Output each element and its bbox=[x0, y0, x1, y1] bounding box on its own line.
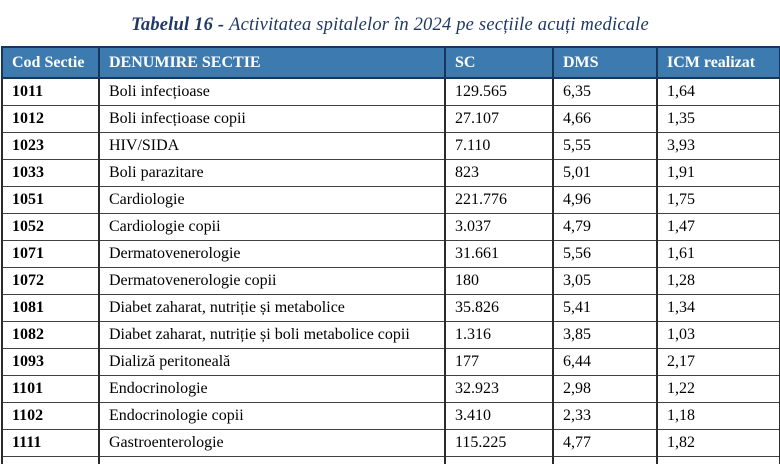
column-header-dms: DMS bbox=[553, 47, 657, 78]
cell-denumire-sectie: Boli infecțioase bbox=[99, 78, 445, 105]
cell-icm: 1,18 bbox=[657, 402, 780, 429]
cell-icm: 1,82 bbox=[657, 429, 780, 456]
cell-denumire-sectie: Diabet zaharat, nutriție și metabolice bbox=[99, 294, 445, 321]
column-header-denumire-sectie: DENUMIRE SECTIE bbox=[99, 47, 445, 78]
cell-cod-sectie: 1082 bbox=[2, 321, 99, 348]
cell-dms: 4,96 bbox=[553, 186, 657, 213]
cell-sc: 3.037 bbox=[445, 213, 553, 240]
table-row bbox=[2, 159, 780, 186]
cell-dms: 4,79 bbox=[553, 213, 657, 240]
cell-dms: 6,35 bbox=[553, 78, 657, 105]
cell-icm: 1,64 bbox=[657, 78, 780, 105]
table-body bbox=[2, 78, 780, 464]
table-title bbox=[131, 15, 649, 36]
cell-denumire-sectie: Dermatovenerologie copii bbox=[99, 267, 445, 294]
cell-sc: 221.776 bbox=[445, 186, 553, 213]
cell-denumire-sectie: Boli infecțioase copii bbox=[99, 105, 445, 132]
cell-sc: 35.826 bbox=[445, 294, 553, 321]
cell-cod-sectie: 1012 bbox=[2, 105, 99, 132]
cell-icm: 1,61 bbox=[657, 240, 780, 267]
table-row bbox=[2, 429, 780, 456]
cell-icm: 1,47 bbox=[657, 213, 780, 240]
cell-cod-sectie: 1081 bbox=[2, 294, 99, 321]
cell-icm: 1,35 bbox=[657, 105, 780, 132]
table-row bbox=[2, 375, 780, 402]
table-row bbox=[2, 267, 780, 294]
table-title-text: Activitatea spitalelor în 2024 pe secțiile acuți medicale bbox=[229, 14, 649, 35]
table-row-partial bbox=[2, 456, 780, 464]
cell-cod-sectie: 1051 bbox=[2, 186, 99, 213]
table-title-prefix: Tabelul 16 - bbox=[131, 14, 230, 35]
cell-cod-sectie: 1093 bbox=[2, 348, 99, 375]
cell-denumire-sectie: Diabet zaharat, nutriție și boli metabolice copii bbox=[99, 321, 445, 348]
cell-icm bbox=[657, 456, 780, 464]
cell-cod-sectie: 1071 bbox=[2, 240, 99, 267]
table-row bbox=[2, 78, 780, 105]
cell-icm: 1,34 bbox=[657, 294, 780, 321]
hospital-activity-table bbox=[1, 46, 780, 464]
title-block bbox=[0, 0, 780, 46]
cell-cod-sectie: 1011 bbox=[2, 78, 99, 105]
cell-denumire-sectie: Dermatovenerologie bbox=[99, 240, 445, 267]
cell-sc: 7.110 bbox=[445, 132, 553, 159]
cell-denumire-sectie: Boli parazitare bbox=[99, 159, 445, 186]
cell-denumire-sectie: Endocrinologie copii bbox=[99, 402, 445, 429]
cell-dms: 4,77 bbox=[553, 429, 657, 456]
cell-dms: 2,98 bbox=[553, 375, 657, 402]
column-header-sc: SC bbox=[445, 47, 553, 78]
cell-cod-sectie: 1033 bbox=[2, 159, 99, 186]
cell-icm: 2,17 bbox=[657, 348, 780, 375]
cell-dms: 3,05 bbox=[553, 267, 657, 294]
cell-dms: 5,56 bbox=[553, 240, 657, 267]
cell-sc: 32.923 bbox=[445, 375, 553, 402]
cell-denumire-sectie: Endocrinologie bbox=[99, 375, 445, 402]
table-row bbox=[2, 294, 780, 321]
cell-sc: 27.107 bbox=[445, 105, 553, 132]
cell-icm: 3,93 bbox=[657, 132, 780, 159]
cell-sc: 823 bbox=[445, 159, 553, 186]
cell-icm: 1,22 bbox=[657, 375, 780, 402]
cell-icm: 1,75 bbox=[657, 186, 780, 213]
cell-icm: 1,28 bbox=[657, 267, 780, 294]
cell-cod-sectie bbox=[2, 456, 99, 464]
table-header bbox=[2, 47, 780, 78]
table-row bbox=[2, 105, 780, 132]
cell-cod-sectie: 1101 bbox=[2, 375, 99, 402]
cell-sc: 115.225 bbox=[445, 429, 553, 456]
cell-denumire-sectie: Cardiologie copii bbox=[99, 213, 445, 240]
cell-denumire-sectie: Dializă peritoneală bbox=[99, 348, 445, 375]
cell-dms: 5,01 bbox=[553, 159, 657, 186]
table-row bbox=[2, 132, 780, 159]
cell-cod-sectie: 1052 bbox=[2, 213, 99, 240]
cell-sc: 129.565 bbox=[445, 78, 553, 105]
cell-icm: 1,03 bbox=[657, 321, 780, 348]
cell-dms bbox=[553, 456, 657, 464]
cell-dms: 4,66 bbox=[553, 105, 657, 132]
cell-cod-sectie: 1023 bbox=[2, 132, 99, 159]
cell-denumire-sectie: Cardiologie bbox=[99, 186, 445, 213]
table-row bbox=[2, 348, 780, 375]
cell-dms: 6,44 bbox=[553, 348, 657, 375]
cell-sc: 1.316 bbox=[445, 321, 553, 348]
cell-cod-sectie: 1102 bbox=[2, 402, 99, 429]
table-row bbox=[2, 240, 780, 267]
cell-sc: 3.410 bbox=[445, 402, 553, 429]
table-row bbox=[2, 402, 780, 429]
cell-cod-sectie: 1072 bbox=[2, 267, 99, 294]
cell-sc: 177 bbox=[445, 348, 553, 375]
cell-denumire-sectie bbox=[99, 456, 445, 464]
cell-denumire-sectie: Gastroenterologie bbox=[99, 429, 445, 456]
table-row bbox=[2, 321, 780, 348]
cell-sc: 180 bbox=[445, 267, 553, 294]
header-row bbox=[2, 47, 780, 78]
column-header-icm-realizat: ICM realizat bbox=[657, 47, 780, 78]
cell-sc: 31.661 bbox=[445, 240, 553, 267]
column-header-cod-sectie: Cod Sectie bbox=[2, 47, 99, 78]
cell-dms: 5,41 bbox=[553, 294, 657, 321]
cell-dms: 3,85 bbox=[553, 321, 657, 348]
cell-dms: 2,33 bbox=[553, 402, 657, 429]
table-row bbox=[2, 213, 780, 240]
cell-dms: 5,55 bbox=[553, 132, 657, 159]
cell-sc bbox=[445, 456, 553, 464]
cell-cod-sectie: 1111 bbox=[2, 429, 99, 456]
cell-icm: 1,91 bbox=[657, 159, 780, 186]
cell-denumire-sectie: HIV/SIDA bbox=[99, 132, 445, 159]
table-row bbox=[2, 186, 780, 213]
